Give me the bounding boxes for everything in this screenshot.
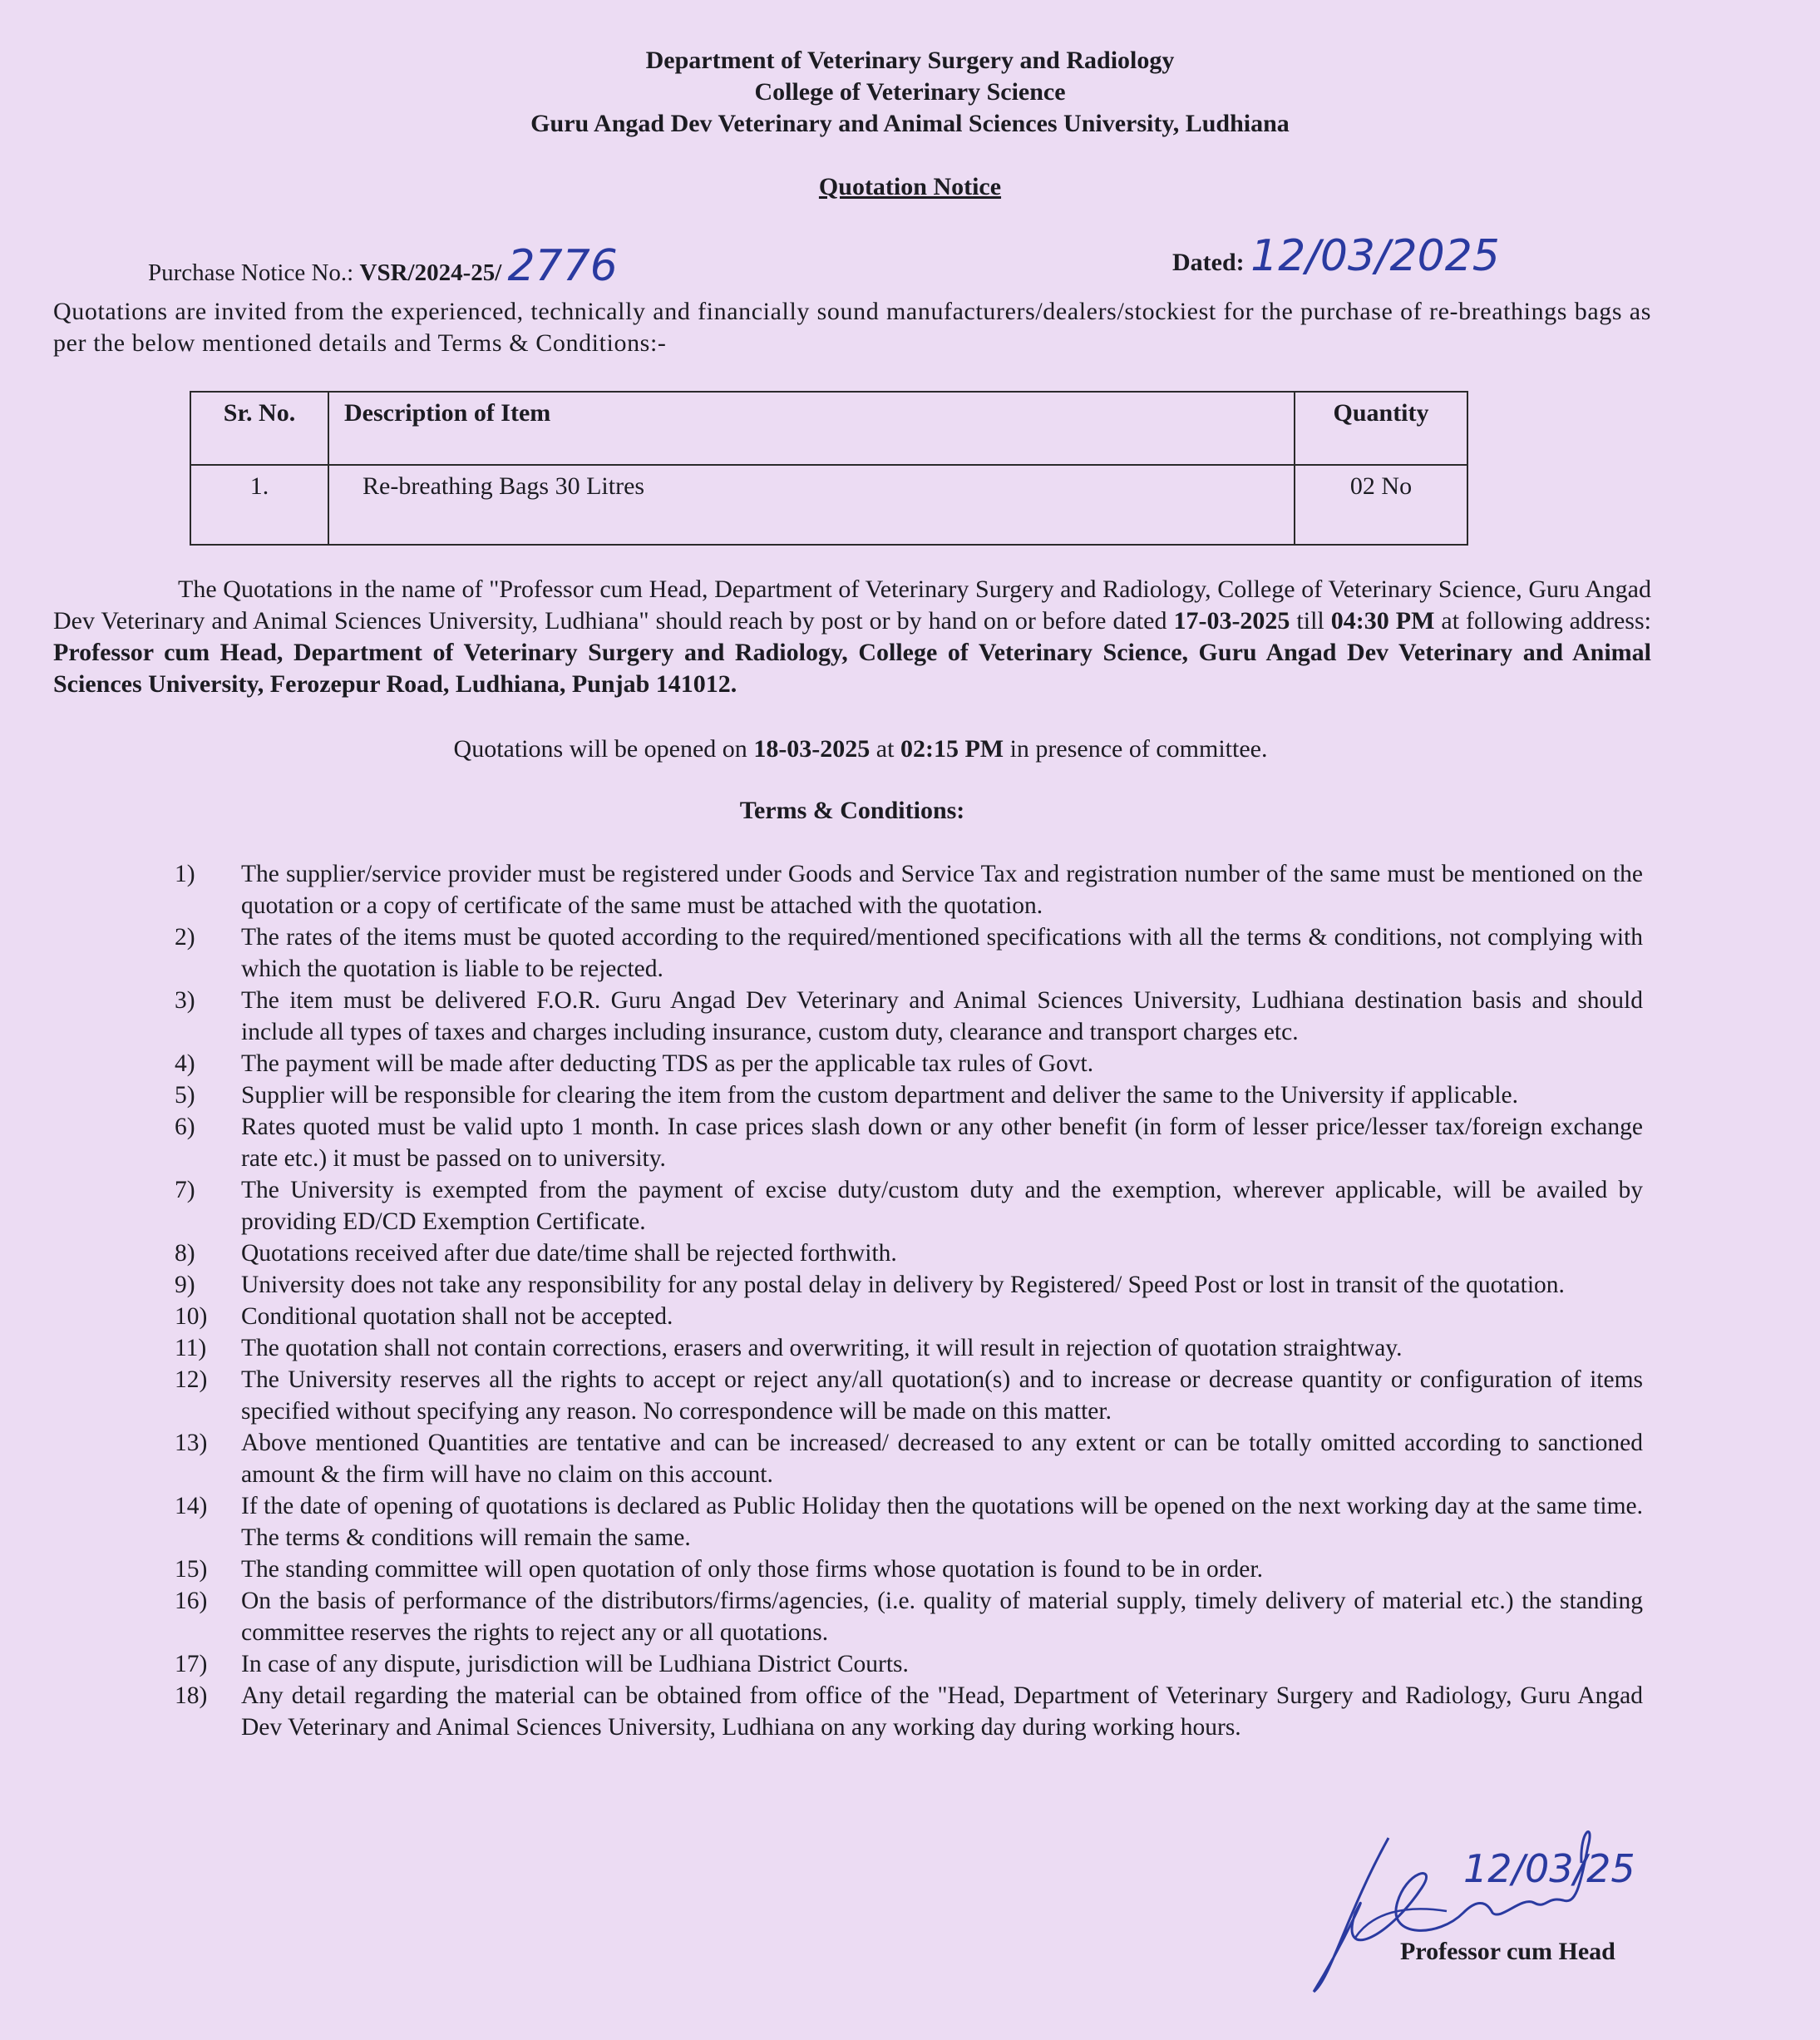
term-item	[175, 1079, 1643, 1111]
term-item	[175, 1301, 1643, 1332]
term-number: 3)	[175, 987, 195, 1014]
term-item	[175, 1490, 1643, 1553]
term-number: 15)	[175, 1556, 208, 1583]
items-table	[190, 391, 1468, 546]
cell-sr-no: 1.	[190, 465, 328, 545]
term-text: If the date of opening of quotations is declared as Public Holiday then the quotations will be opened on the next working day at the same time. The terms & conditions will remain the same.	[241, 1493, 1643, 1551]
terms-title: Terms & Conditions:	[739, 797, 965, 824]
term-text: The University reserves all the rights to accept or reject any/all quotation(s) and to increase or decrease quantity or configuration of items specified without specifying any reason. No correspondence will be made on this matter.	[241, 1366, 1643, 1425]
term-number: 6)	[175, 1114, 195, 1140]
submission-text-2: till	[1290, 607, 1331, 635]
term-number: 10)	[175, 1303, 208, 1330]
term-number: 1)	[175, 861, 195, 887]
page-title: Quotation Notice	[818, 173, 1002, 200]
signature-scribble	[1297, 1813, 1696, 2004]
term-text: On the basis of performance of the distributors/firms/agencies, (i.e. quality of material supply, timely delivery of material etc.) the standing committee reserves the rights to reject any or all quotations.	[241, 1588, 1643, 1646]
due-date: 17-03-2025	[1173, 607, 1290, 635]
term-text: The rates of the items must be quoted according to the required/mentioned specifications with all the terms & conditions, not complying with which the quotation is liable to be rejected.	[241, 924, 1643, 982]
submission-text-3: at following address:	[1434, 607, 1651, 635]
term-number: 16)	[175, 1588, 208, 1614]
intro-paragraph: Quotations are invited from the experienced, technically and financially sound manufacturers/dealers/stockiest for the purchase of re-breathings bags as per the below mentioned details and Terms & Conditions:-	[53, 298, 1651, 357]
term-number: 2)	[175, 924, 195, 951]
term-item	[175, 1648, 1643, 1680]
cell-description: Re-breathing Bags 30 Litres	[328, 465, 1295, 545]
submission-paragraph	[53, 574, 1651, 700]
term-item	[175, 1680, 1643, 1743]
term-number: 9)	[175, 1272, 195, 1298]
term-number: 7)	[175, 1177, 195, 1203]
term-text: Quotations received after due date/time shall be rejected forthwith.	[241, 1240, 897, 1267]
term-text: The item must be delivered F.O.R. Guru Angad Dev Veterinary and Animal Sciences University, Ludhiana destination basis and should include all types of taxes and charges including insurance, custom duty, clearance and transport charges etc.	[241, 987, 1643, 1045]
submission-text-1: The Quotations in the name of "Professor cum Head, Department of Veterinary Surgery and Radiology, College of Veterinary Science, Guru Angad Dev Veterinary and Animal Sciences University, Ludhiana" should reach by post or by hand on or before dated	[53, 575, 1651, 635]
term-text: Above mentioned Quantities are tentative and can be increased/ decreased to any extent or can be totally omitted according to sanctioned amount & the firm will have no claim on this account.	[241, 1430, 1643, 1488]
dated-label: Dated:	[1172, 249, 1245, 276]
term-item	[175, 1585, 1643, 1648]
due-time: 04:30 PM	[1330, 607, 1435, 635]
col-quantity: Quantity	[1295, 392, 1467, 465]
table-row	[190, 465, 1467, 545]
term-number: 12)	[175, 1366, 208, 1393]
opening-time: 02:15 PM	[900, 735, 1004, 763]
term-number: 13)	[175, 1430, 208, 1456]
purchase-notice-code: VSR/2024-25/	[359, 259, 502, 286]
term-text: Rates quoted must be valid upto 1 month. In case prices slash down or any other benefit (in form of lesser price/lesser tax/foreign exchange rate etc.) it must be passed on to university.	[241, 1114, 1643, 1172]
term-item	[175, 1427, 1643, 1490]
header-department: Department of Veterinary Surgery and Radiology	[645, 47, 1175, 74]
signature-date: 12/03/25	[1463, 1846, 1635, 1891]
term-number: 5)	[175, 1082, 195, 1109]
opening-date: 18-03-2025	[753, 735, 871, 763]
term-item	[175, 1111, 1643, 1174]
term-text: The payment will be made after deducting TDS as per the applicable tax rules of Govt.	[241, 1050, 1094, 1077]
opening-text-3: in presence of committee.	[1004, 735, 1268, 763]
term-text: The quotation shall not contain corrections, erasers and overwriting, it will result in rejection of quotation straightway.	[241, 1335, 1403, 1361]
term-number: 14)	[175, 1493, 208, 1519]
dated-field	[1172, 231, 1500, 281]
term-item	[175, 1048, 1643, 1079]
term-text: The standing committee will open quotation of only those firms whose quotation is found to be in order.	[241, 1556, 1263, 1583]
purchase-notice-label: Purchase Notice No.:	[148, 259, 360, 286]
term-number: 17)	[175, 1651, 208, 1677]
cell-quantity: 02 No	[1295, 465, 1467, 545]
opening-text-2: at	[870, 735, 900, 763]
term-text: Conditional quotation shall not be accepted.	[241, 1303, 673, 1330]
term-number: 18)	[175, 1682, 208, 1709]
term-number: 8)	[175, 1240, 195, 1267]
term-text: Any detail regarding the material can be obtained from office of the "Head, Department of Veterinary Surgery and Radiology, Guru Angad Dev Veterinary and Animal Sciences University, Ludhiana on any working day during working hours.	[241, 1682, 1643, 1741]
handwritten-notice-number: 2776	[507, 241, 618, 291]
term-item	[175, 1174, 1643, 1237]
header-university: Guru Angad Dev Veterinary and Animal Sciences University, Ludhiana	[530, 110, 1290, 137]
submission-address: Professor cum Head, Department of Veterinary Surgery and Radiology, College of Veterinary Science, Guru Angad Dev Veterinary and Animal Sciences University, Ferozepur Road, Ludhiana, Punjab 141012.	[53, 639, 1651, 698]
term-item	[175, 1332, 1643, 1364]
opening-line	[0, 735, 1721, 763]
col-sr-no: Sr. No.	[190, 392, 328, 465]
handwritten-date: 12/03/2025	[1250, 231, 1500, 281]
term-item	[175, 921, 1643, 985]
term-item	[175, 858, 1643, 921]
term-text: Supplier will be responsible for clearing the item from the custom department and deliver the same to the University if applicable.	[241, 1082, 1519, 1109]
table-header-row	[190, 392, 1467, 465]
opening-text-1: Quotations will be opened on	[453, 735, 754, 763]
purchase-notice-number	[148, 241, 618, 291]
term-item	[175, 1269, 1643, 1301]
term-item	[175, 1364, 1643, 1427]
term-number: 11)	[175, 1335, 207, 1361]
term-text: University does not take any responsibility for any postal delay in delivery by Registered/ Speed Post or lost in transit of the quotation.	[241, 1272, 1565, 1298]
term-item	[175, 1553, 1643, 1585]
term-text: The University is exempted from the payment of excise duty/custom duty and the exemption, wherever applicable, will be availed by providing ED/CD Exemption Certificate.	[241, 1177, 1643, 1235]
header-college: College of Veterinary Science	[754, 78, 1066, 106]
terms-list	[175, 858, 1643, 1743]
term-text: The supplier/service provider must be registered under Goods and Service Tax and registration number of the same must be mentioned on the quotation or a copy of certificate of the same must be attached with the quotation.	[241, 861, 1643, 919]
term-text: In case of any dispute, jurisdiction will be Ludhiana District Courts.	[241, 1651, 909, 1677]
term-number: 4)	[175, 1050, 195, 1077]
col-description: Description of Item	[328, 392, 1295, 465]
signature-label: Professor cum Head	[1400, 1938, 1615, 1965]
term-item	[175, 1237, 1643, 1269]
term-item	[175, 985, 1643, 1048]
